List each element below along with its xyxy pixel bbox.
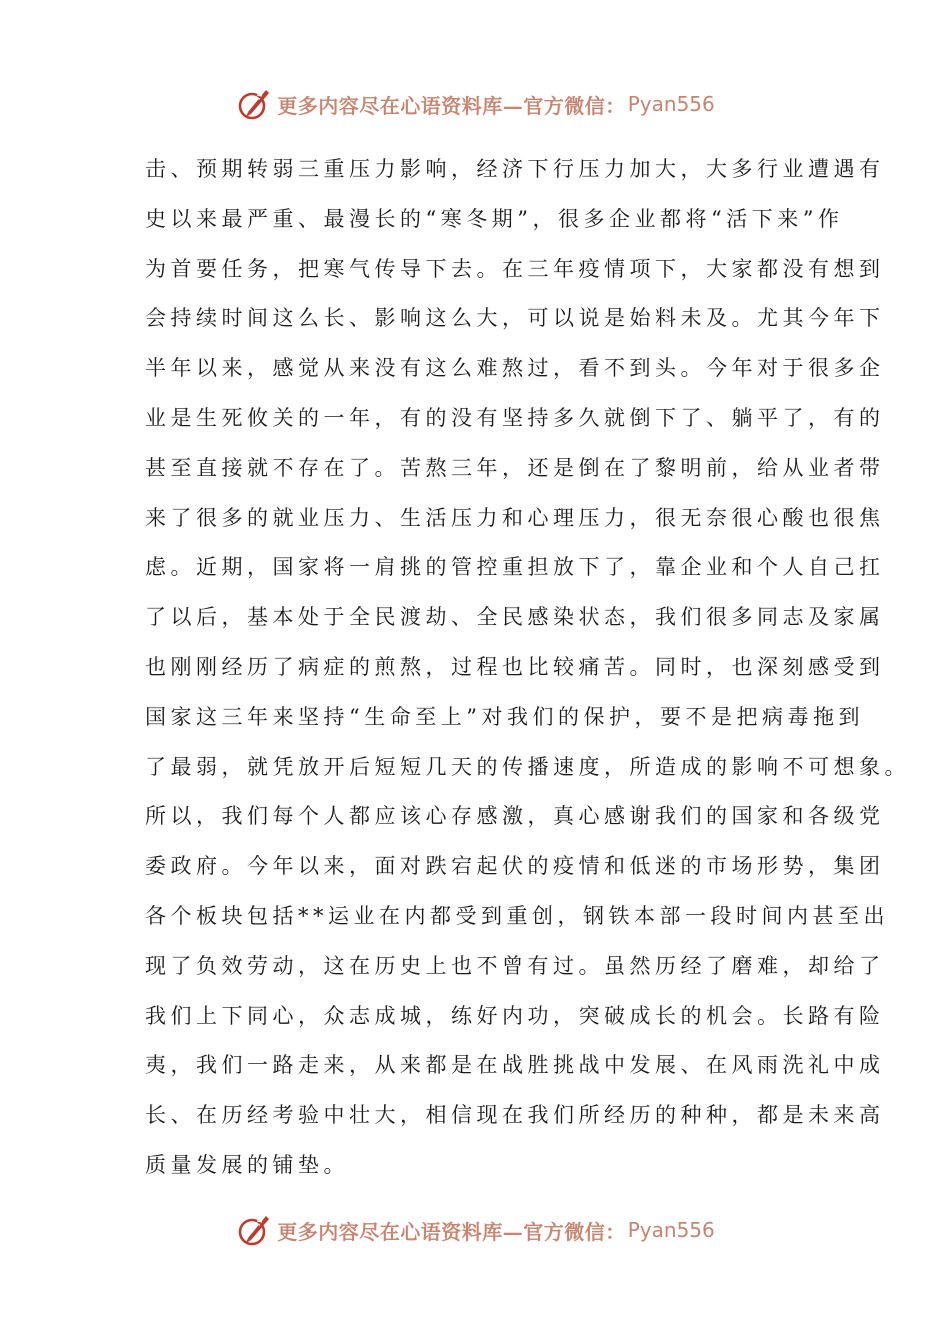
document-body (145, 145, 910, 1191)
body-line: 所以，我们每个人都应该心存感激，真心感谢我们的国家和各级党 (145, 804, 885, 829)
body-line: 击、预期转弱三重压力影响，经济下行压力加大，大多行业遭遇有 (145, 157, 885, 181)
body-line: 各个板块包括**运业在内都受到重创，钢铁本部一段时间内甚至出 (145, 903, 889, 928)
body-line: 夷，我们一路走来，从来都是在战胜挑战中发展、在风雨洗礼中成 (145, 1053, 885, 1078)
header-watermark (0, 82, 950, 126)
body-line: 半年以来，感觉从来没有这么难熬过，看不到头。今年对于很多企 (145, 356, 885, 381)
body-line: 为首要任务，把寒气传导下去。在三年疫情项下，大家都没有想到 (145, 256, 885, 281)
body-line: 甚至直接就不存在了。苦熬三年，还是倒在了黎明前，给从业者带 (145, 455, 885, 480)
body-line: 会持续时间这么长、影响这么大，可以说是始料未及。尤其今年下 (145, 306, 885, 331)
body-line: 长、在历经考验中壮大，相信现在我们所经历的种种，都是未来高 (145, 1103, 885, 1128)
body-line: 虑。近期，国家将一肩挑的管控重担放下了，靠企业和个人自己扛 (145, 555, 885, 580)
footer-watermark (0, 1208, 950, 1252)
body-line: 了最弱，就凭放开后短短几天的传播速度，所造成的影响不可想象。 (145, 754, 910, 779)
footer-brand-text: 更多内容尽在心语资料库—官方微信： (277, 1219, 626, 1244)
body-line: 国家这三年来坚持“生命至上”对我们的保护，要不是把病毒拖到 (145, 704, 864, 729)
body-line: 来了很多的就业压力、生活压力和心理压力，很无奈很心酸也很焦 (145, 505, 885, 530)
quill-pen-logo-icon (235, 1211, 273, 1249)
body-line: 我们上下同心，众志成城，练好内功，突破成长的机会。长路有险 (145, 1003, 885, 1028)
body-line: 史以来最严重、最漫长的“寒冬期”，很多企业都将“活下来”作 (145, 206, 844, 231)
footer-wechat-id: Pyan556 (627, 1218, 715, 1242)
body-line: 业是生死攸关的一年，有的没有坚持多久就倒下了、躺平了，有的 (145, 405, 885, 430)
body-line: 也刚刚经历了病症的煎熬，过程也比较痛苦。同时，也深刻感受到 (145, 654, 885, 679)
body-line: 质量发展的铺垫。 (145, 1152, 349, 1177)
body-line: 委政府。今年以来，面对跌宕起伏的疫情和低迷的市场形势，集团 (145, 854, 885, 879)
header-wechat-id: Pyan556 (627, 92, 715, 116)
body-line: 现了负效劳动，这在历史上也不曾有过。虽然历经了磨难，却给了 (145, 953, 885, 978)
body-line: 了以后，基本处于全民渡劫、全民感染状态，我们很多同志及家属 (145, 605, 885, 630)
quill-pen-logo-icon (235, 85, 273, 123)
header-brand-text: 更多内容尽在心语资料库—官方微信： (277, 93, 626, 118)
